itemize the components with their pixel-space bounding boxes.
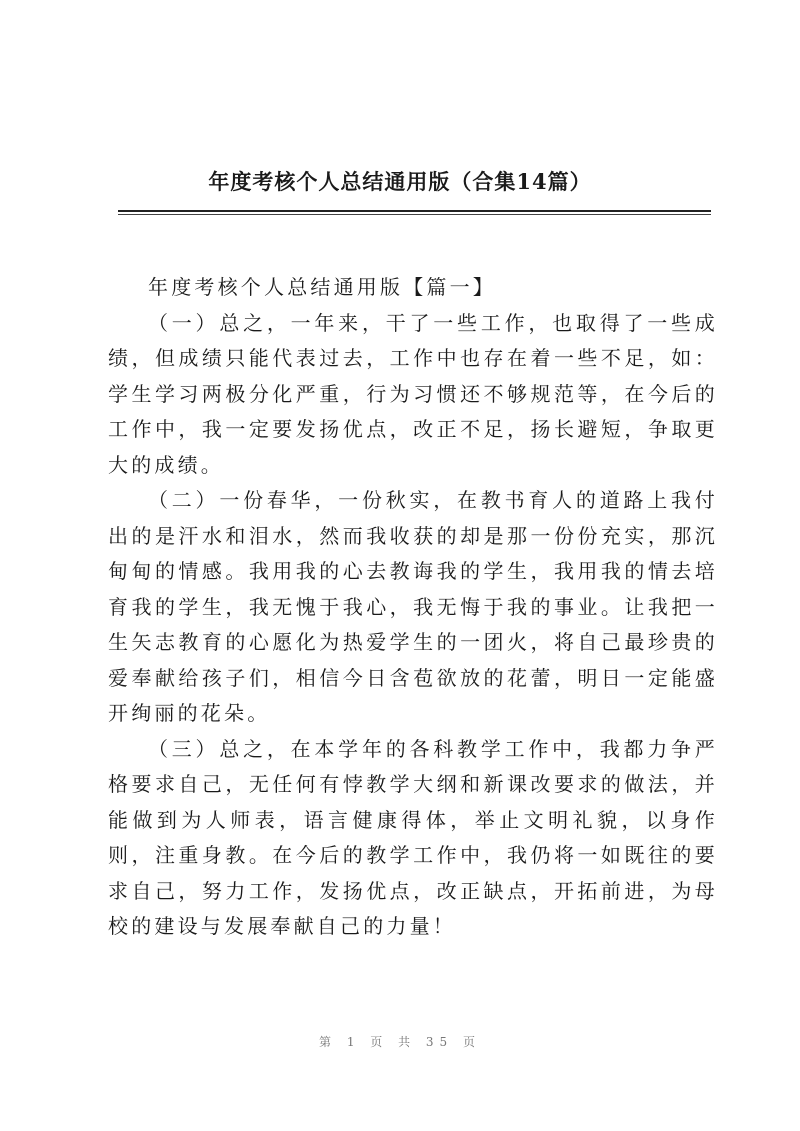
paragraph-3: （三）总之，在本学年的各科教学工作中，我都力争严格要求自己，无任何有悖教学大纲和新课改要求的做法，并能做到为人师表，语言健康得体，举止文明礼貌，以身作则，注重身教。在今后的教学工作中，我仍将一如既往的要求自己，努力工作，发扬优点，改正缺点，开拓前进，为母校的建设与发展奉献自己的力量！	[108, 736, 718, 938]
title-divider-thick	[118, 210, 711, 212]
title-divider-thin	[118, 214, 711, 215]
document-body	[108, 270, 718, 945]
paragraph-2: （二）一份春华，一份秋实，在教书育人的道路上我付出的是汗水和泪水，然而我收获的却是那一份份充实，那沉甸甸的情感。我用我的心去教诲我的学生，我用我的情去培育我的学生，我无愧于我心，我无悔于我的事业。让我把一生矢志教育的心愿化为热爱学生的一团火，将自己最珍贵的爱奉献给孩子们，相信今日含苞欲放的花蕾，明日一定能盛开绚丽的花朵。	[108, 488, 718, 725]
page-footer: 第 1 页 共 35 页	[319, 1035, 481, 1049]
section-heading: 年度考核个人总结通用版【篇一】	[148, 275, 496, 299]
document-title: 年度考核个人总结通用版（合集14篇）	[208, 169, 592, 194]
paragraph-1: （一）总之，一年来，干了一些工作，也取得了一些成绩，但成绩只能代表过去，工作中也存在着一些不足，如：学生学习两极分化严重，行为习惯还不够规范等，在今后的工作中，我一定要发扬优点，改正不足，扬长避短，争取更大的成绩。	[108, 310, 718, 477]
